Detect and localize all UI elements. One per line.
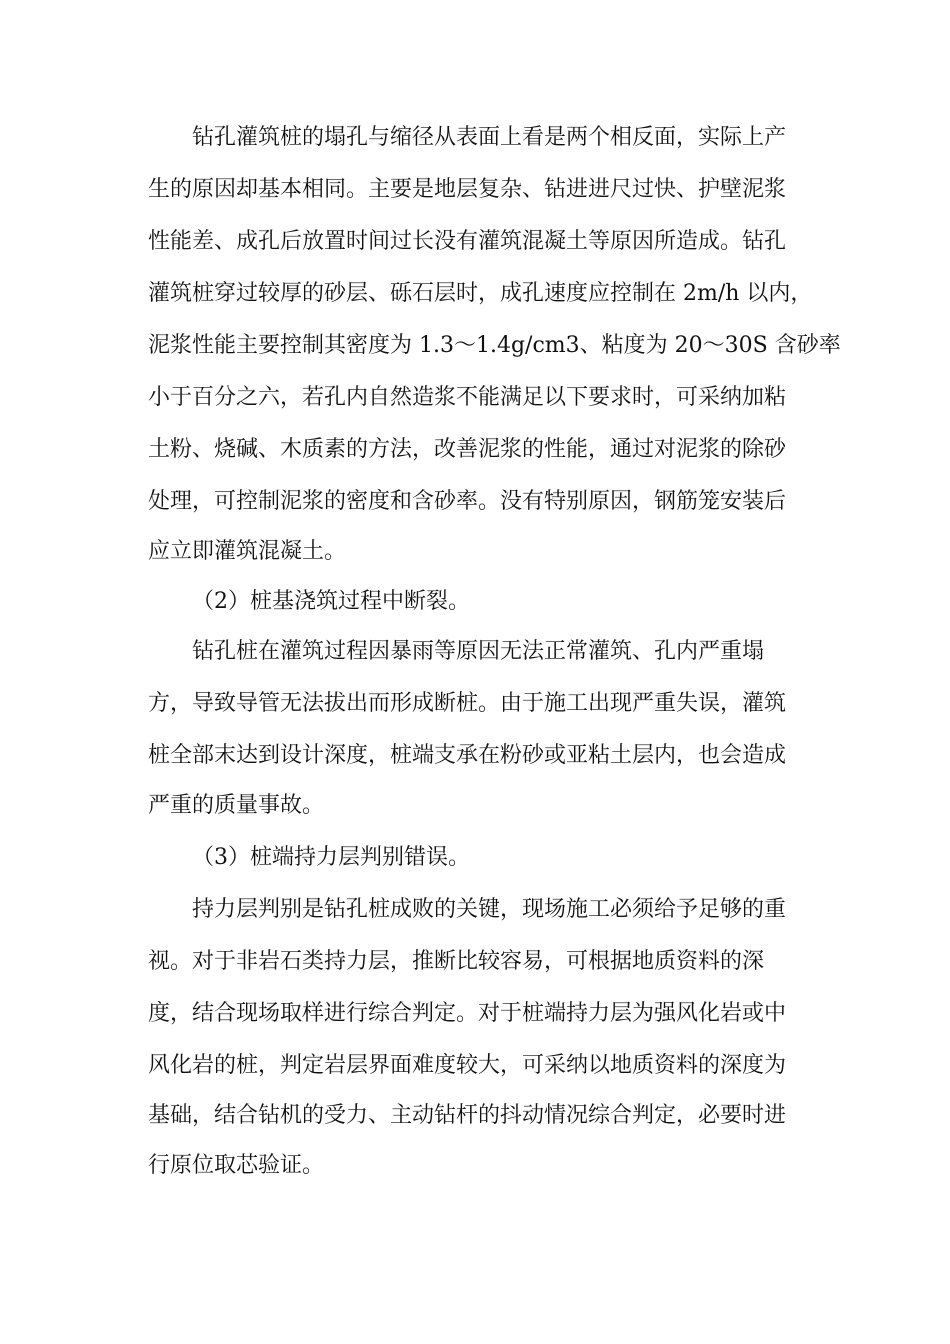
paragraph-line: 钻孔桩在灌筑过程因暴雨等原因无法正常灌筑、孔内严重塌 xyxy=(192,639,765,664)
paragraph-line: 度，结合现场取样进行综合判定。对于桩端持力层为强风化岩或中 xyxy=(148,1001,787,1026)
section-heading: （3）桩端持力层判别错误。 xyxy=(192,845,470,870)
paragraph-line: 土粉、烧碱、木质素的方法，改善泥浆的性能，通过对泥浆的除砂 xyxy=(148,437,787,462)
paragraph-line: 持力层判别是钻孔桩成败的关键，现场施工必须给予足够的重 xyxy=(192,897,787,922)
section-heading: （2）桩基浇筑过程中断裂。 xyxy=(192,589,470,614)
paragraph-line: 性能差、成孔后放置时间过长没有灌筑混凝土等原因所造成。钻孔 xyxy=(148,229,787,254)
paragraph-line: 方，导致导管无法拔出而形成断桩。由于施工出现严重失误，灌筑 xyxy=(148,691,787,716)
paragraph-line: 风化岩的桩，判定岩层界面难度较大，可采纳以地质资料的深度为 xyxy=(148,1053,787,1078)
paragraph-line: 处理，可控制泥浆的密度和含砂率。没有特别原因，钢筋笼安装后 xyxy=(148,489,787,514)
paragraph-line: 钻孔灌筑桩的塌孔与缩径从表面上看是两个相反面，实际上产 xyxy=(192,125,787,150)
paragraph-line: 灌筑桩穿过较厚的砂层、砾石层时，成孔速度应控制在 2m/h 以内， xyxy=(148,281,813,306)
paragraph-line: 行原位取芯验证。 xyxy=(148,1153,325,1178)
paragraph-line: 桩全部末达到设计深度，桩端支承在粉砂或亚粘土层内，也会造成 xyxy=(148,743,787,768)
paragraph-line: 生的原因却基本相同。主要是地层复杂、钻进进尺过快、护壁泥浆 xyxy=(148,177,787,202)
paragraph-line: 视。对于非岩石类持力层，推断比较容易，可根据地质资料的深 xyxy=(148,949,765,974)
paragraph-line: 应立即灌筑混凝土。 xyxy=(148,539,347,564)
paragraph-line: 小于百分之六，若孔内自然造浆不能满足以下要求时，可采纳加粘 xyxy=(148,385,787,410)
paragraph-line: 泥浆性能主要控制其密度为 1.3～1.4g/cm3、粘度为 20～30S 含砂率 xyxy=(148,333,841,358)
paragraph-line: 严重的质量事故。 xyxy=(148,793,325,818)
paragraph-line: 基础，结合钻机的受力、主动钻杆的抖动情况综合判定，必要时进 xyxy=(148,1103,787,1128)
